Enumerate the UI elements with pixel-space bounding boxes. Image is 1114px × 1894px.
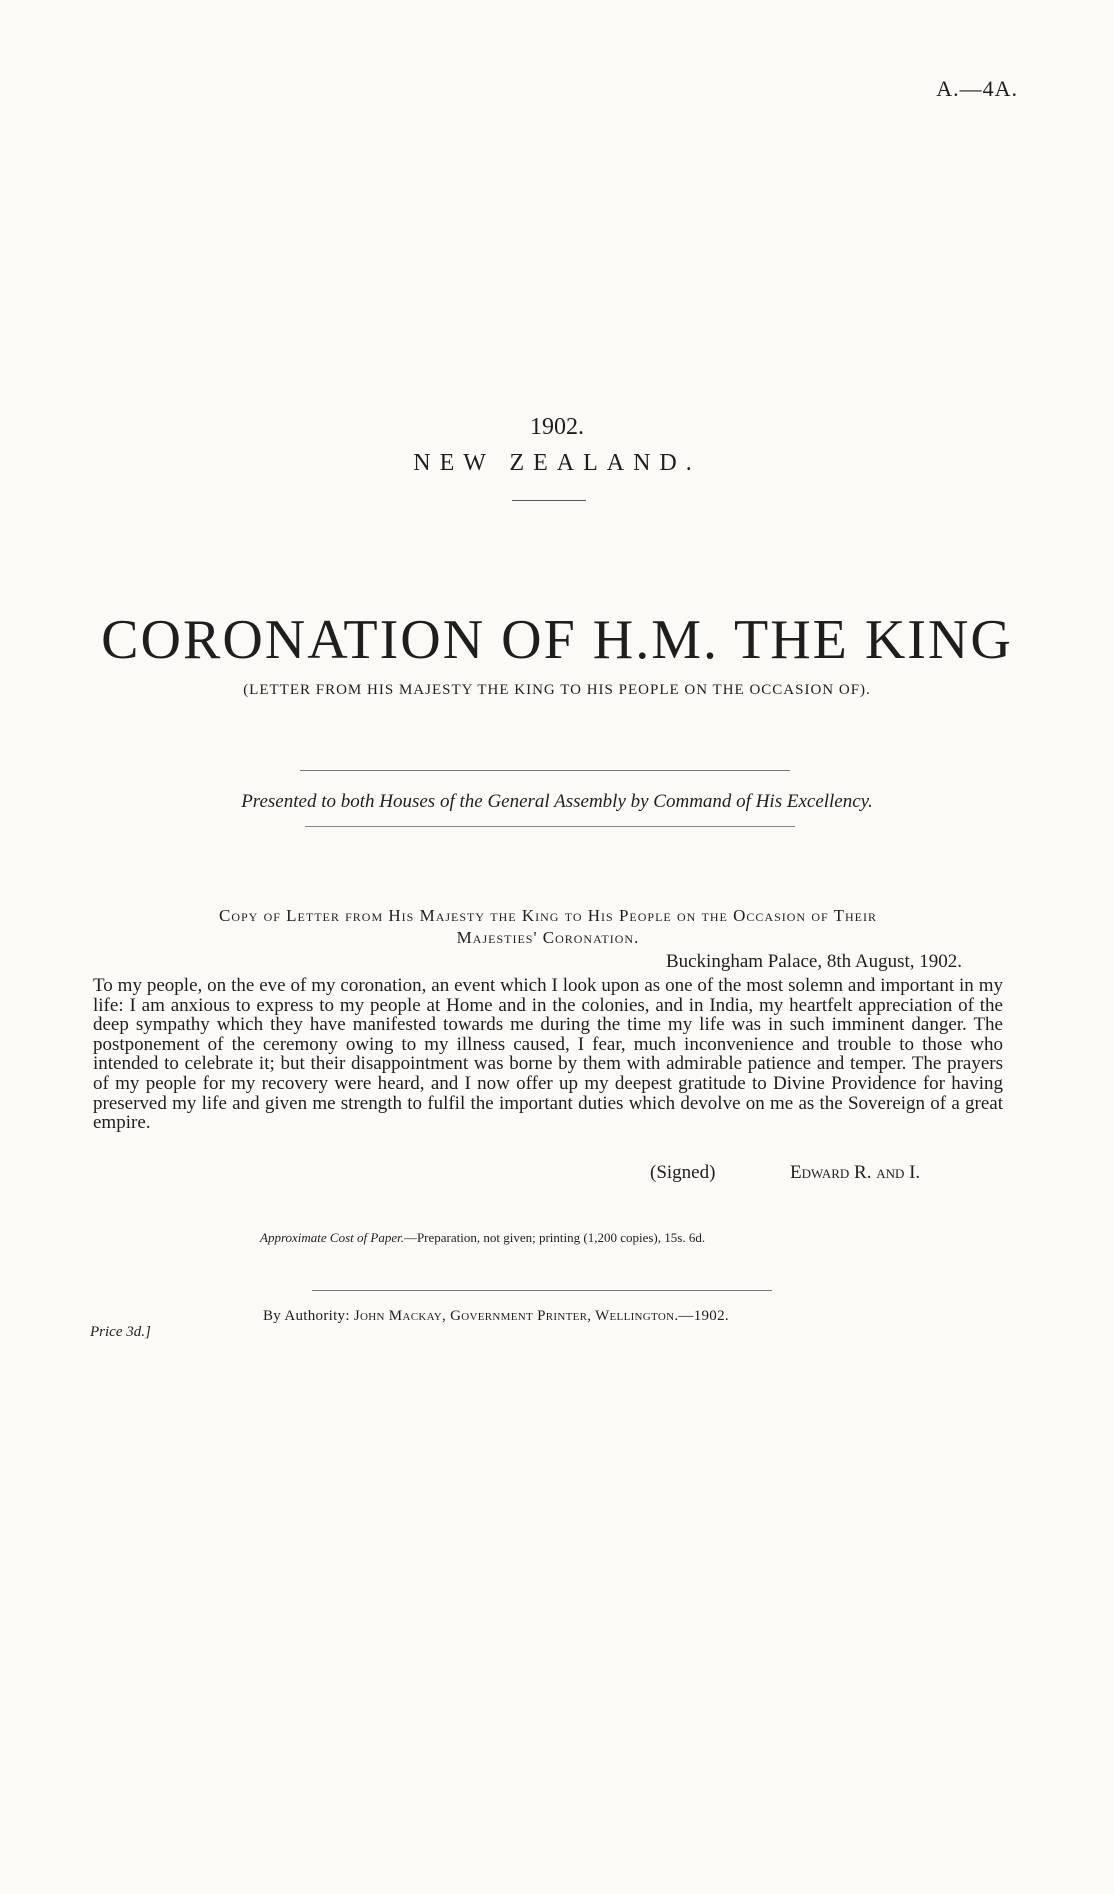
document-subtitle: (LETTER FROM HIS MAJESTY THE KING TO HIS PEOPLE ON THE OCCASION OF).: [243, 682, 871, 698]
printer-imprint: [263, 1308, 729, 1325]
presented-rule-bottom: [305, 826, 795, 827]
price: Price 3d.]: [90, 1324, 151, 1340]
year: 1902.: [530, 414, 584, 440]
signatory: Edward R. and I.: [790, 1162, 921, 1183]
country-heading: NEW ZEALAND.: [413, 450, 701, 476]
letter-body: To my people, on the eve of my coronation, an event which I look upon as one of the most solemn and important in my life: I am anxious to express to my people at Home and in the colonies, and in India, my heartfelt appreciation of the deep sympathy which they have manifested towards me during the time my life was in such imminent danger. The postponement of the ceremony owing to my illness caused, I fear, much inconvenience and trouble to those who intended to celebrate it; but their disappointment was borne by them with admirable patience and temper. The prayers of my people for my recovery were heard, and I now offer up my deepest gratitude to Divine Providence for having preserved my life and given me strength to fulfil the important duties which devolve on me as the Sovereign of a great empire.: [93, 975, 1003, 1134]
place-and-date: Buckingham Palace, 8th August, 1902.: [665, 951, 962, 972]
signed-label: (Signed): [650, 1162, 716, 1183]
footer-rule: [312, 1290, 772, 1291]
presented-note: Presented to both Houses of the General Assembly by Command of His Excellency.: [241, 791, 873, 812]
masthead-rule: [512, 500, 586, 501]
presented-rule-top: [300, 770, 790, 771]
authority-label: By Authority:: [263, 1308, 350, 1324]
cost-label: Approximate Cost of Paper.: [260, 1230, 404, 1245]
letter-heading-line2: Majesties' Coronation.: [456, 928, 640, 947]
authority-text: John Mackay, Government Printer, Wellington.—1902.: [353, 1308, 729, 1324]
paper-reference: A.—4A.: [936, 76, 1018, 101]
document-title: CORONATION OF H.M. THE KING: [101, 609, 1013, 671]
letter-heading: [93, 905, 1003, 949]
cost-of-paper: [260, 1230, 705, 1246]
letter-heading-line1: Copy of Letter from His Majesty the King to His People on the Occasion of Their: [218, 906, 878, 925]
cost-text: —Preparation, not given; printing (1,200 copies), 15s. 6d.: [403, 1230, 706, 1245]
